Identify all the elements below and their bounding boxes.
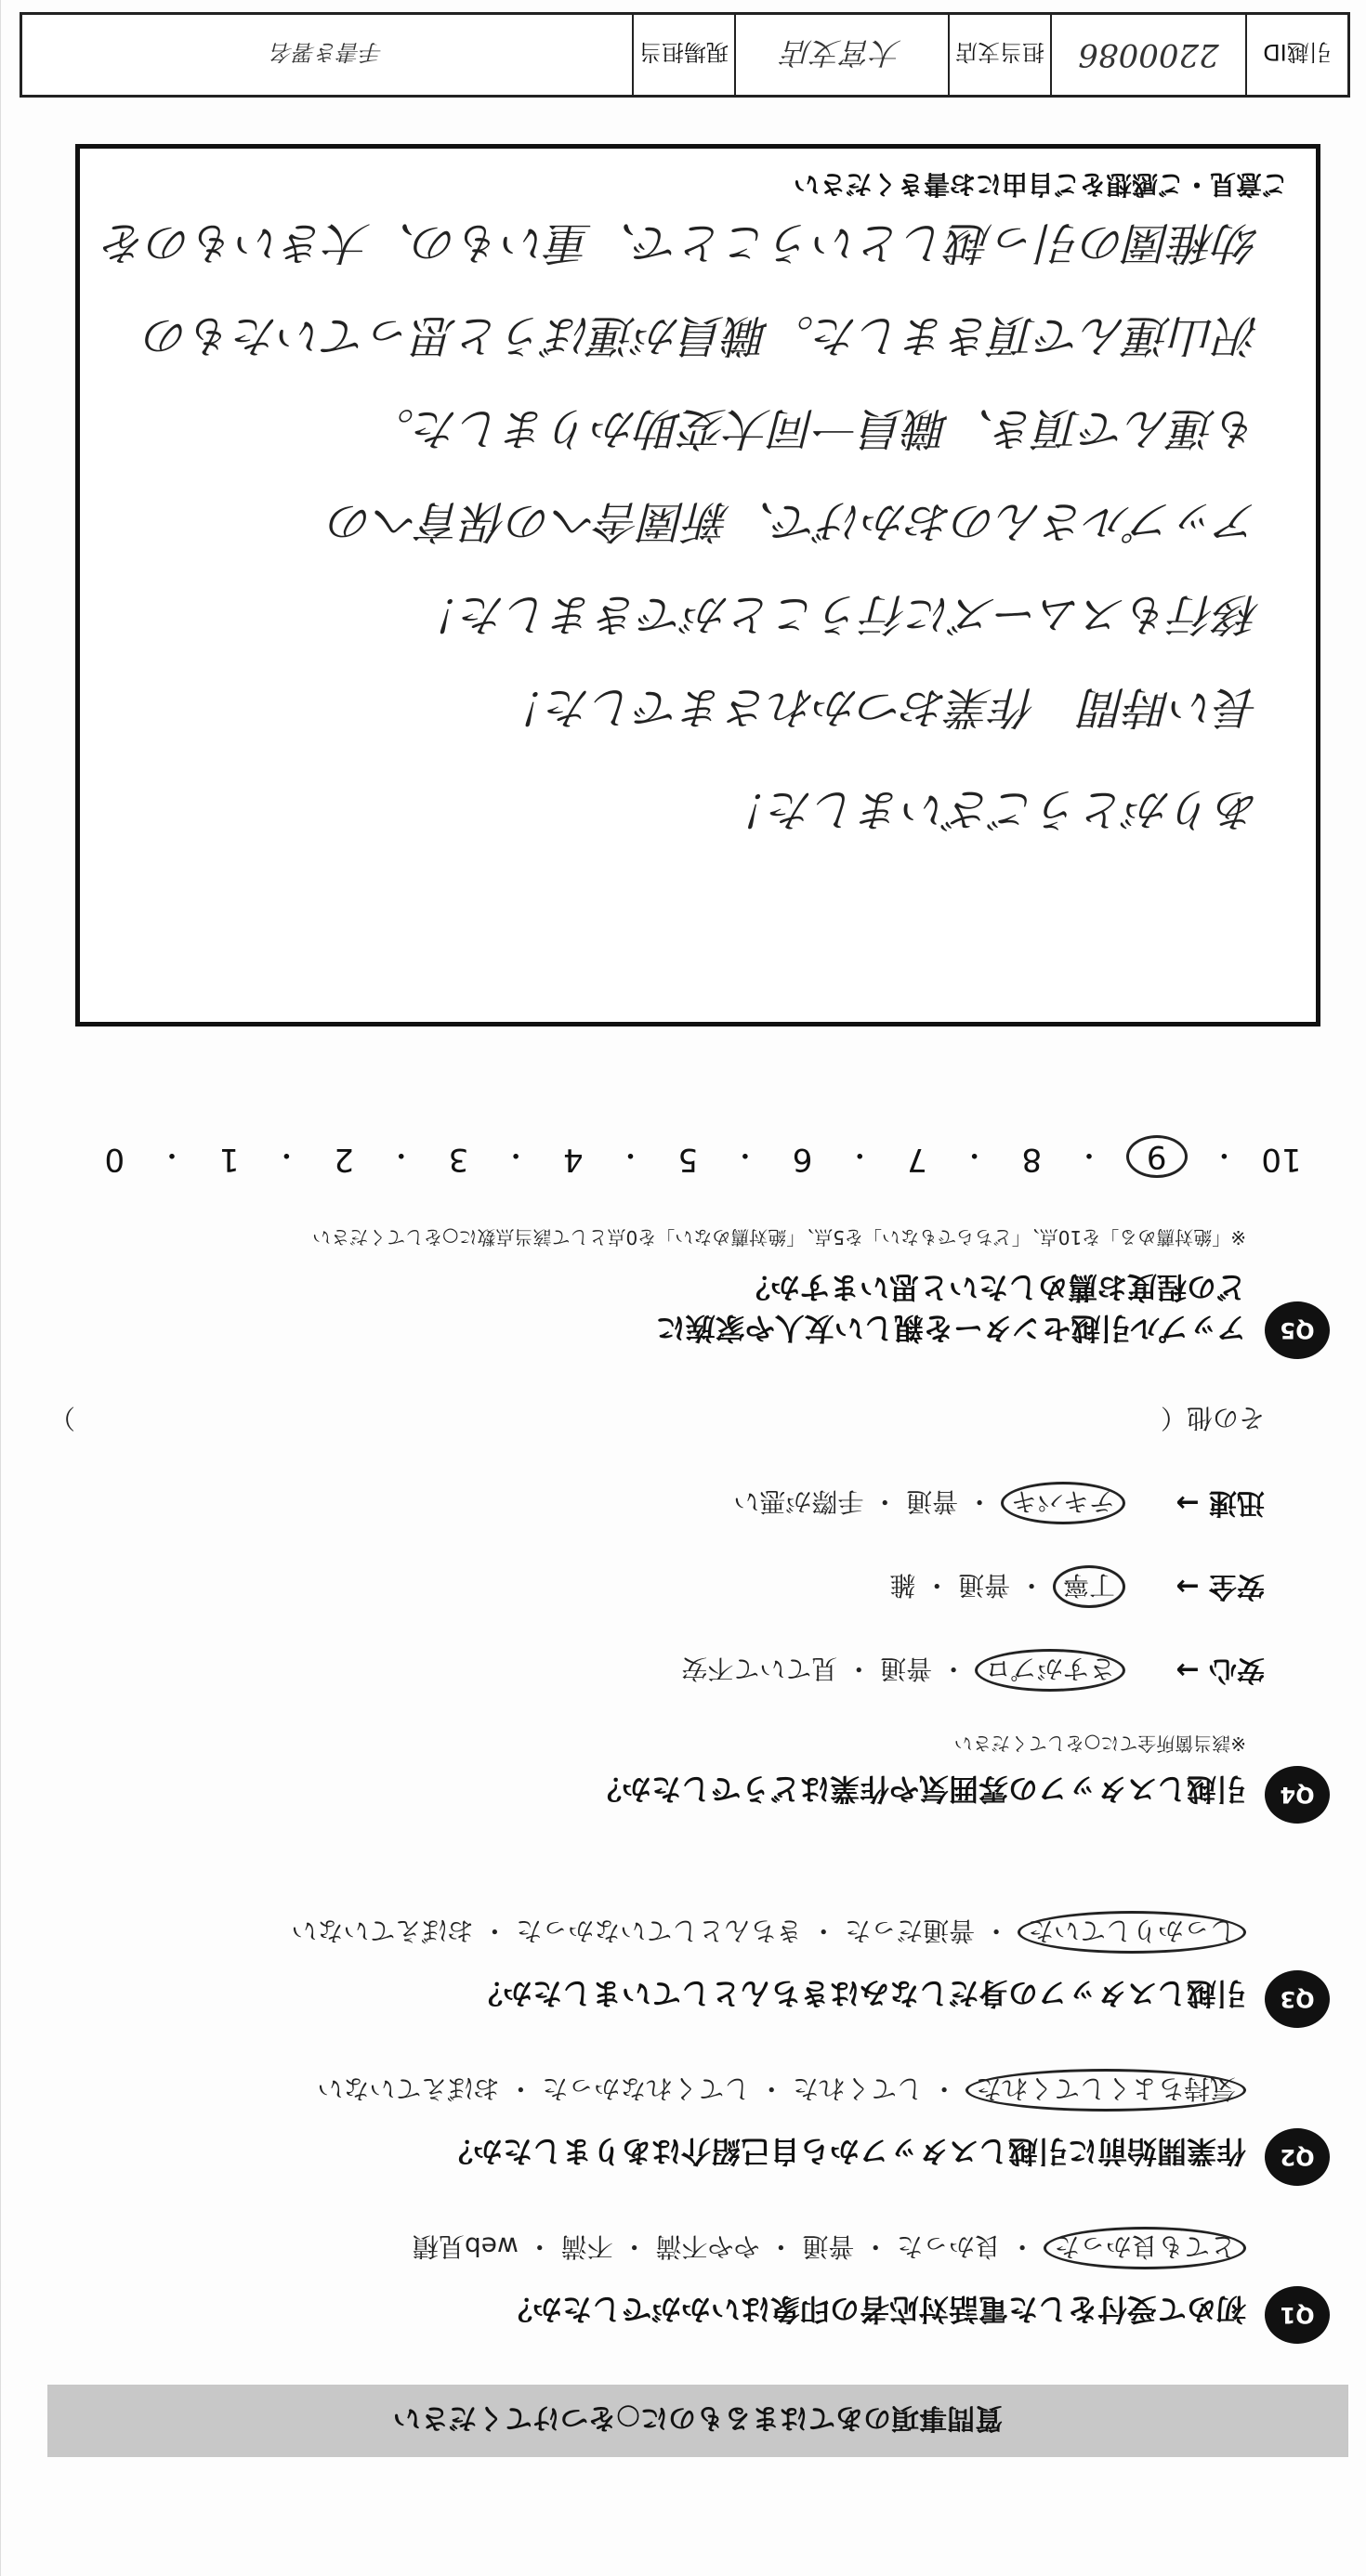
q4-option[interactable]: 見ていて不安 xyxy=(681,1654,838,1684)
q3-options: しっかりしていた ・ 普通だった ・ きちんとしていなかった ・ おぼえていない xyxy=(292,1911,1247,1954)
q4-option-selected[interactable]: テキパキ xyxy=(1001,1482,1125,1524)
q2-badge-label: Q2 xyxy=(1280,2144,1315,2170)
q4-option[interactable]: 雑 xyxy=(889,1570,916,1601)
scale-6[interactable]: 6 xyxy=(792,1141,813,1178)
rotated-sheet xyxy=(1,0,1366,2576)
q4-option[interactable]: 普通 xyxy=(880,1654,933,1684)
q4-row-label: 迅速 → xyxy=(1176,1486,1265,1519)
q5-question-line2: どの程度お薦めしたいと思いますか？ xyxy=(740,1270,1246,1305)
comment-title: ご意見・ご感想をご自由にお書きください xyxy=(793,169,1288,200)
q1-question: 初めて受付をした電話対応者の印象はいかがでしたか？ xyxy=(502,2292,1246,2327)
q4-question: 引越しスタッフの雰囲気や作業はどうでしたか？ xyxy=(591,1772,1246,1807)
q4-option-selected[interactable]: 丁寧 xyxy=(1053,1565,1125,1608)
scale-10[interactable]: 10 xyxy=(1261,1141,1302,1178)
q2-option-selected[interactable]: 気持ちよくしてくれた xyxy=(965,2069,1246,2112)
q3-option[interactable]: きちんとしていなかった xyxy=(516,1916,803,1946)
q4-row-options: 丁寧 ・ 普通 ・ 雑 xyxy=(889,1565,1125,1608)
q3-badge xyxy=(1265,1970,1330,2028)
comment-line: ありがとうございました！ xyxy=(724,783,1260,835)
comment-line: も運んで頂き、職員一同大変助かりました。 xyxy=(369,402,1260,454)
header-table xyxy=(20,12,1350,98)
q4-row-options: さすがプロ ・ 普通 ・ 見ていて不安 xyxy=(681,1649,1125,1692)
q2-question: 作業開始前に引越しスタッフから自己紹介はありましたか？ xyxy=(442,2134,1246,2169)
q1-option[interactable]: 良かった xyxy=(897,2231,1002,2262)
q4-other-close: ） xyxy=(48,1403,75,1433)
q4-other-label: その他（ xyxy=(1160,1403,1265,1433)
comment-line: 幼稚園の引っ越しということで、重いもの、大きいものを xyxy=(102,216,1260,268)
q4-badge-label: Q4 xyxy=(1280,1782,1315,1808)
comment-line: アップルさんのおかげで、新園舎への保育への xyxy=(329,495,1260,547)
q1-option-selected[interactable]: とても良かった xyxy=(1044,2227,1246,2269)
q2-badge xyxy=(1265,2128,1330,2186)
q5-note: ※「絶対薦める」を10点、「どちらでもない」を5点、「絶対薦めない」を0点として該当点数に○をしてください xyxy=(312,1226,1246,1249)
q5-question-line1: アップル引越センターを親しい友人や家族に xyxy=(655,1311,1246,1346)
q2-option[interactable]: おぼえていない xyxy=(317,2073,500,2104)
header-label-branch: 担当支店 xyxy=(948,15,1050,95)
q1-option[interactable]: 普通 xyxy=(802,2231,855,2262)
q1-option[interactable]: web見積 xyxy=(412,2231,519,2262)
scale-8[interactable]: 8 xyxy=(1021,1141,1043,1178)
comment-line: 長い時間 作業おつかれさまでした！ xyxy=(502,681,1260,733)
q3-option[interactable]: 普通だった xyxy=(845,1916,976,1946)
q1-option[interactable]: やや不満 xyxy=(655,2231,760,2262)
scale-4[interactable]: 4 xyxy=(562,1141,584,1178)
q3-option-selected[interactable]: しっかりしていた xyxy=(1018,1911,1246,1954)
q4-row-label: 安全 → xyxy=(1176,1570,1265,1602)
q2-option[interactable]: してくれなかった xyxy=(542,2073,751,2104)
header-value-id: 2200086 xyxy=(1050,15,1245,95)
comment-line: 移行もスムーズに行うことができました！ xyxy=(416,588,1260,640)
scale-0[interactable]: 0 xyxy=(104,1141,125,1178)
q3-badge-label: Q3 xyxy=(1280,1986,1315,2012)
q4-note: ※該当箇所全てに○をしてください xyxy=(953,1733,1246,1755)
q4-option[interactable]: 手際が悪い xyxy=(733,1486,864,1517)
comment-line: 沢山運んで頂きました。職員が運ぼうと思っていたもの xyxy=(144,309,1260,361)
instruction-bar xyxy=(47,2385,1348,2457)
q4-option[interactable]: 普通 xyxy=(958,1570,1011,1601)
q3-option[interactable]: おぼえていない xyxy=(291,1916,474,1946)
instruction-text: 質問事項のあてはまるものに○をつけてください xyxy=(392,2401,1004,2434)
comment-box[interactable] xyxy=(75,144,1320,1026)
q4-row-options: テキパキ ・ 普通 ・ 手際が悪い xyxy=(733,1482,1125,1524)
q1-options: とても良かった ・ 良かった ・ 普通 ・ やや不満 ・ 不満 ・ web見積 xyxy=(413,2227,1246,2269)
q4-badge xyxy=(1265,1766,1330,1824)
q5-badge xyxy=(1265,1301,1330,1359)
q4-option-selected[interactable]: さすがプロ xyxy=(975,1649,1125,1692)
q1-option[interactable]: 不満 xyxy=(560,2231,613,2262)
q2-options: 気持ちよくしてくれた ・ してくれた ・ してくれなかった ・ おぼえていない xyxy=(318,2069,1247,2112)
q4-row-label: 安心 → xyxy=(1176,1654,1265,1686)
header-label-staff: 現場担当 xyxy=(632,15,734,95)
header-value-branch: 大宮支店 xyxy=(734,15,948,95)
header-value-signature: 手書き署名 xyxy=(271,39,383,66)
q2-option[interactable]: してくれた xyxy=(793,2073,924,2104)
q5-badge-label: Q5 xyxy=(1280,1317,1315,1343)
scale-5[interactable]: 5 xyxy=(677,1141,698,1178)
q5-scale: 10 ・ 9 ・ 8 ・ 7 ・ 6 ・ 5 ・ 4 ・ 3 ・ 2 ・ 1 ・ 0 xyxy=(94,1135,1302,1178)
q3-question: 引越しスタッフの身だしなみはきちんとしていましたか？ xyxy=(472,1976,1246,2011)
q1-badge xyxy=(1265,2286,1330,2344)
header-label-id: 引越ID xyxy=(1245,15,1347,95)
q1-badge-label: Q1 xyxy=(1280,2302,1315,2328)
scale-9-selected[interactable]: 9 xyxy=(1126,1135,1188,1178)
scale-1[interactable]: 1 xyxy=(218,1141,240,1178)
scale-7[interactable]: 7 xyxy=(907,1141,927,1178)
q4-option[interactable]: 普通 xyxy=(906,1486,959,1517)
scale-2[interactable]: 2 xyxy=(334,1141,354,1178)
scale-3[interactable]: 3 xyxy=(448,1141,469,1178)
